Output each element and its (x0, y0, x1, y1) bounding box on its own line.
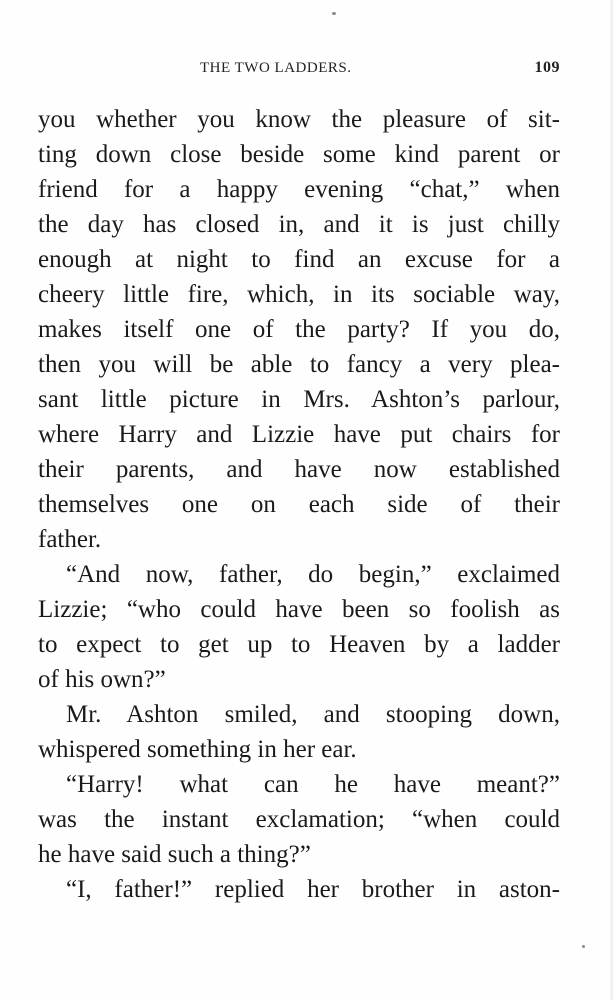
text-line: of his own?” (38, 666, 166, 693)
running-head (200, 60, 560, 84)
body-text (38, 102, 560, 907)
text-line: friend for a happy evening “chat,” when (38, 176, 560, 203)
page-number: 109 (534, 59, 560, 76)
paper-speck (582, 945, 585, 948)
text-line: enough at night to find an excuse for a (38, 246, 560, 273)
text-line: cheery little fire, which, in its sociable way, (38, 281, 560, 308)
text-line: father. (38, 526, 102, 553)
text-line: themselves one on each side of their (38, 491, 560, 518)
text-line: “And now, father, do begin,” exclaimed (66, 561, 560, 588)
text-line: Lizzie; “who could have been so foolish as (38, 596, 560, 623)
text-line: the day has closed in, and it is just chilly (38, 211, 560, 238)
text-line: their parents, and have now established (38, 456, 560, 483)
text-line: ting down close beside some kind parent or (38, 141, 560, 168)
text-line: where Harry and Lizzie have put chairs for (38, 421, 560, 448)
text-line: sant little picture in Mrs. Ashton’s parlour, (38, 386, 560, 413)
paper-speck (332, 12, 336, 15)
text-line: was the instant exclamation; “when could (38, 806, 560, 833)
text-line: “I, father!” replied her brother in aston- (66, 876, 560, 903)
text-line: makes itself one of the party? If you do, (38, 316, 560, 343)
text-line: then you will be able to fancy a very plea- (38, 351, 560, 378)
text-line: “Harry! what can he have meant?” (66, 771, 560, 798)
running-title: THE TWO LADDERS. (200, 60, 352, 76)
text-line: he have said such a thing?” (38, 841, 311, 868)
text-line: you whether you know the pleasure of sit- (38, 106, 560, 133)
text-line: whispered something in her ear. (38, 736, 357, 763)
text-line: Mr. Ashton smiled, and stooping down, (66, 701, 560, 728)
text-line: to expect to get up to Heaven by a ladder (38, 631, 560, 658)
page-edge-shadow (609, 0, 613, 1000)
